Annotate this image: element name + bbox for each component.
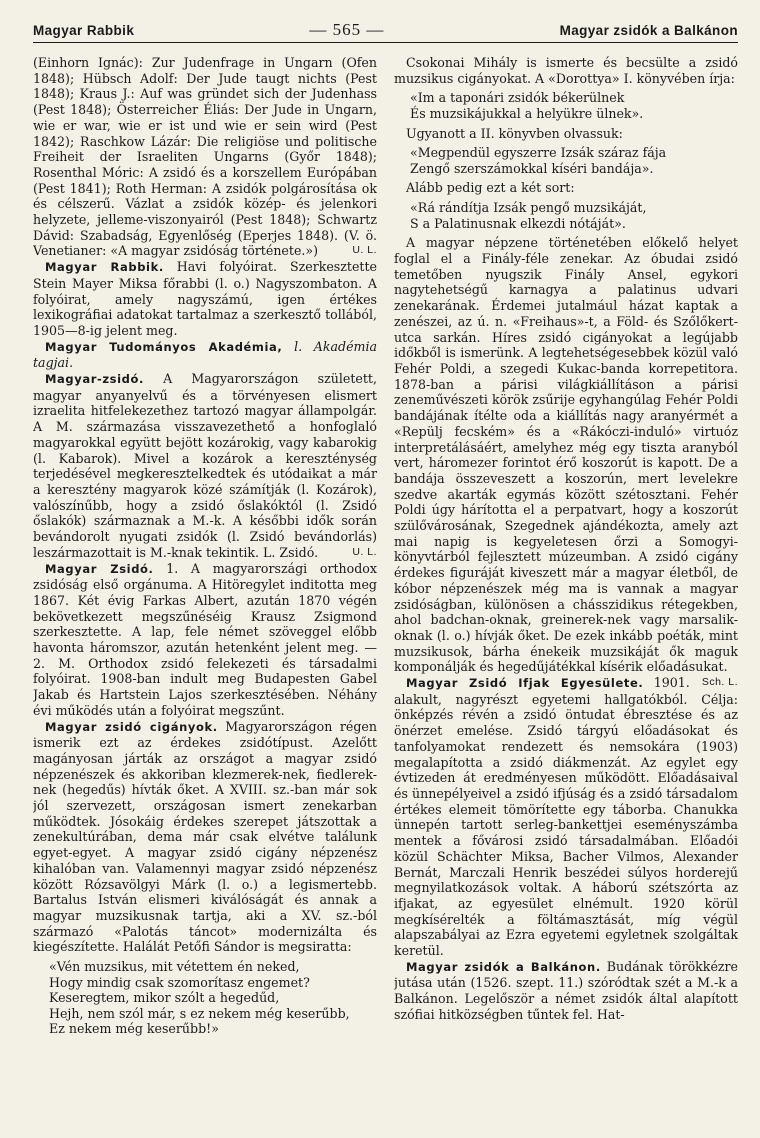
verse-line: És muzsikájukkal a helyükre ülnek». bbox=[410, 106, 644, 121]
paragraph-csokonai: Csokonai Mihály is ismerte és becsülte a zsidó muzsikus cigányokat. A «Dorottya» I. könyvében írja: bbox=[394, 55, 738, 86]
author-signature: Sch. L. bbox=[701, 676, 738, 689]
entry-magyar-zsido-def bbox=[33, 371, 377, 560]
author-signature: U. L. bbox=[352, 545, 377, 558]
entry-headword: Magyar Tudományos Akadémia, bbox=[45, 339, 283, 354]
entry-magyar-zsido-journal bbox=[33, 561, 377, 719]
running-header bbox=[33, 20, 738, 43]
bibliography-paragraph bbox=[33, 55, 377, 259]
entry-headword: Magyar-zsidó. bbox=[45, 372, 144, 387]
entry-zsido-ciganyok bbox=[33, 719, 377, 956]
entry-balkanon bbox=[394, 959, 738, 1023]
author-signature: U. L. bbox=[352, 244, 377, 257]
entry-headword: Magyar Zsidó. bbox=[45, 561, 154, 576]
verse-line: S a Palatinusnak elkezdi nótáját». bbox=[410, 215, 626, 231]
entry-text: Budának törökkézre jutása után (1526. szept. 11.) szóródtak szét a M.-k a Balkánon. Legelőször a német zsidók által alapított szófiai hitközségben tűntek fel. Hat- bbox=[394, 958, 738, 1022]
page-number: — 565 — bbox=[309, 20, 385, 39]
entry-headword: Magyar zsidók a Balkánon. bbox=[406, 959, 601, 974]
verse-line: «Im a taponári zsidók békerülnek bbox=[410, 90, 625, 106]
verse-line: «Rá rándítja Izsák pengő muzsikáját, bbox=[410, 200, 647, 216]
entry-headword: Magyar Rabbik. bbox=[45, 260, 164, 275]
petofi-verse bbox=[49, 959, 377, 1037]
entry-text: Magyarországon régen ismerik ezt az érdekes zsidótípust. Azelőtt magányosan járták az országot a magyar zsidó népzenészek és akkoriban klezmerek-nek, fiedlerek-nek (hegedűs) hívták őket. A XVIII. sz.-ban már sok jól szervezett, országosan ismert zenekarban működtek. Jósokáig érdekes szerepet játszottak a zenekultúrában, dema már csak elvétve találunk egyet-egyet. A magyar zsidó cigány népzenész kihalóban van. Valamennyi magyar zsidó népzenész között Rózsavölgyi Márk (l. o.) a legismertebb. Bartalus István elismeri kiválóságát és annak a magyar muzsikusnak tartja, aki a XV. sz.-ból származó «Palotás táncot» modernizálta és kiegészítette. Halálát Petőfi Sándor is megsiratta: bbox=[33, 718, 377, 955]
entry-text: 1. A magyarországi orthodox zsidóság első orgánuma. A Hitöregylet inditotta meg 1867. Két évig Farkas Albert, azután 1870 végén bekövetkezett megszűnéséig Krausz Zsigmond szerkesztette. A lap, fele német szöveggel előbb havonta háromszor, azután hetenként jelent meg. — 2. M. Orthodox zsidó felekezeti és társadalmi folyóirat. 1908-ban indult meg Budapesten Gabel Jakab és Hartstein Lajos szerkesztésében. Néhány évi működés után a folyóirat megszűnt. bbox=[33, 560, 377, 718]
bibliography-text: (Einhorn Ignác): Zur Judenfrage in Ungarn (Ofen 1848); Hübsch Adolf: Der Jude taugt nichts (Pest 1848); Kraus J.: Auf was gründet sich der Judenhass (Pest 1848); Österreicher Éliás: Der Jude in Ungarn, wie er war, wie er ist und wie er sein wird (Pest 1842); Raschkow Lázár: Die religiöse und politische Freiheit der Israeliten Ungarns (Győr 1848); Rosenthal Móric: A zsidó és a korszellem Európában (Pest 1841); Roth Herman: A zsidók polgárosítása ok és célszerű. Vázlat a zsidók közép- és jelenkori helyzete, jelleme-viszonyairól (Pest 1848); Schwartz Dávid: Szabadság, Egyenlőség (Eperjes 1848). (V. ö. Venetianer: «A magyar zsidóság története.») bbox=[33, 55, 377, 259]
entry-ifjak-egyesulete bbox=[394, 675, 738, 959]
right-column bbox=[394, 55, 738, 1041]
entry-text: l. Akadémia tagjai. bbox=[33, 338, 377, 371]
verse-line: Zengő szerszámokkal kíséri bandája». bbox=[410, 160, 654, 176]
dorottya-verse-2 bbox=[410, 145, 738, 176]
verse-line: Hejh, nem szól már, s ez nekem még keserűbb, bbox=[49, 1005, 350, 1021]
entry-headword: Magyar zsidó cigányok. bbox=[45, 719, 218, 734]
entry-magyar-rabbik bbox=[33, 259, 377, 339]
paragraph-ugyanott: Ugyanott a II. könyvben olvassuk: bbox=[406, 125, 623, 141]
entry-text: A Magyarországon született, magyar anyanyelvű és a törvényesen elismert izraelita hitfelekezethez tartozó magyar állampolgár. A M. származása visszavezethető a honfoglaló magyarokkal együtt bejött kozárokig, vagy kabarokig (l. Kabarok). Mivel a kozárok a kereszténység terjedésével megkeresztelkedtek és utódaikat a már a keresztény magyarok közé számítják (l. Kozárok), valószínűbb, hogy a zsidó őslakóktól (l. Zsidó őslakók) származnak a M.-k. A későbbi idők során bevándorolt nyugati zsidók (l. Zsidó bevándorlás) leszármazottait is M.-knak tekintik. L. Zsidó. bbox=[33, 371, 377, 560]
verse-line: Ez nekem még keserűbb!» bbox=[49, 1021, 219, 1037]
dorottya-verse-3 bbox=[410, 200, 738, 231]
paragraph-alabb: Alább pedig ezt a két sort: bbox=[406, 180, 575, 196]
header-left: Magyar Rabbik bbox=[33, 23, 135, 38]
left-column bbox=[33, 55, 377, 1041]
entry-text: Havi folyóirat. Szerkesztette Stein Mayer Miksa főrabbi (l. o.) Nagyszombaton. A folyóirat, amely nagyszámú, igen értékes lexikográfiai adatokat tartalmaz a szerkesztő tollából, 1905—8-ig jelent meg. bbox=[33, 259, 377, 338]
entry-text: 1901. alakult, nagyrészt egyetemi hallgatókból. Célja: önképzés révén a zsidó öntudat ébresztése és az önérzet emelése. Zsidó tárgyú előadásokat és tanfolyamokat rendezett és nemsokára (1903) megalapította a zsidó diákmenzát. Az egylet egy évtizeden át eredményesen működött. Előadásaival és ünnepélyeivel a zsidó ifjúság és a zsidó társadalom értékes elemeit tömörítette egy táborba. Chanukka ünnepén tartott serleg-bankettjei eseményszámba mentek a fővárosi zsidó társadalmában. Előadói közül Schächter Miksa, Bacher Vilmos, Alexander Bernát, Marczali Henrik beszédei súlyos horderejű megnyilatkozások voltak. A háború szétszórta az ifjakat, az egyesület elnémult. 1920 körül megkísérelték a föltámasztását, míg végül alapszabályai az Ezra egyetemi egyletnek szolgáltak keretül. bbox=[394, 675, 738, 959]
header-right: Magyar zsidók a Balkánon bbox=[559, 23, 738, 38]
entry-headword: Magyar Zsidó Ifjak Egyesülete. bbox=[406, 676, 644, 691]
entry-akademia bbox=[33, 339, 377, 371]
verse-line: Hogy mindig csak szomorítasz engemet? bbox=[49, 974, 310, 990]
verse-line: «Vén muzsikus, mit vétettem én neked, bbox=[49, 959, 300, 975]
verse-line: Keseregtem, mikor szólt a hegedűd, bbox=[49, 990, 280, 1006]
paragraph-text: A magyar népzene történetében előkelő helyet foglal el a Finály-féle zenekar. Az óbudai zsidó temetőben nyugszik Finály Ansel, egykori nagytehetségű karnagya a palatinus udvari zenekarának. Érdemei jutalmául házat kaptak a zenészei, az ú. n. «Freihaus»-t, a Föld- és Szőlőkert-utca sarkán. Híres zsidó cigányokat a legújabb időkből is ismerünk. A legtehetségesebbek közül való Fehér Poldi, a szegedi Kukac-banda korrepetitora. 1878-ban a párisi világkiállításon a párisi zeneművészeti körök zsűrije egyhangúlag Fehér Poldi bandájának ítélte oda a kiállítás nagy aranyérmét a «Repülj fecském» és a «Rákóczi-induló» virtuóz interpretálásáért, amelyhez még egy tiszta aranyból vert, háromezer forintot érő koszorút is kapott. De a bandája összeveszett a koszorún, mert levelekre szedve akarták egymás között szétosztani. Fehér Poldi úgy hárította el a perpatvart, hogy a koszorút szülővárosának, Szegednek ajándékozta, amely azt mai napig is kegyeletesen őrzi a Somogyi-könyvtárból fejlesztett múzeumban. A zsidó cigány érdekes figuráját kiveszett már a magyar életből, de kóbor népzenészek még ma is vannak a magyar zsidóságban, különösen a chásszidikus rétegekben, ahol badchan-oknak, greinerek-nek vagy marsalik-oknak (l. o.) hívják őket. De ezek inkább poéták, mint muzsikusok, bárha énekeik muzsikáját ők maguk komponálják és hegedűjátékkal kísérik előadásukat. bbox=[394, 235, 738, 675]
dorottya-verse-1 bbox=[410, 90, 738, 121]
verse-line: «Megpendül egyszerre Izsák száraz fája bbox=[410, 145, 667, 161]
